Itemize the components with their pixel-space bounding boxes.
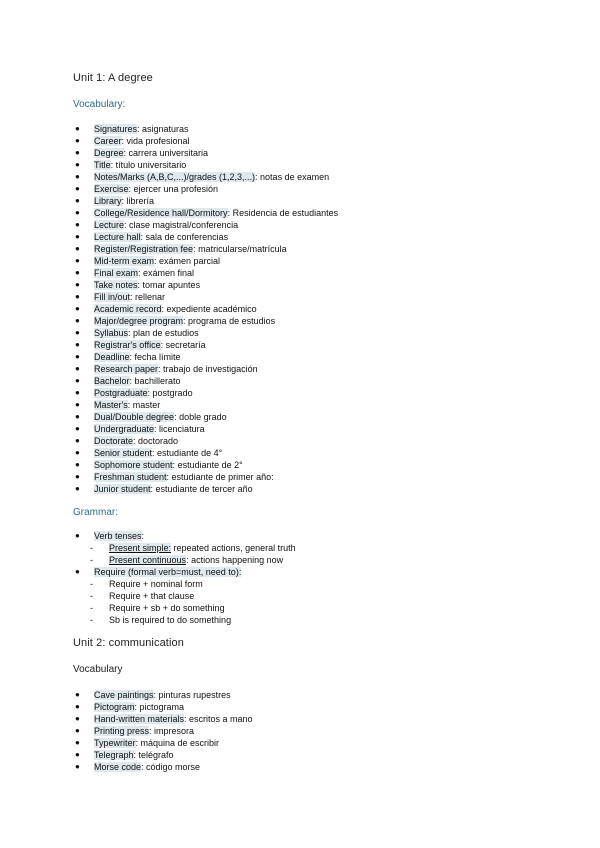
list-item <box>75 135 338 147</box>
unit1-grammar-heading: Grammar: <box>73 507 118 518</box>
list-item <box>75 315 338 327</box>
bullet-icon: ● <box>75 702 80 711</box>
list-item <box>75 339 338 351</box>
list-item <box>75 327 338 339</box>
term: Morse code <box>94 762 142 772</box>
bullet-icon: ● <box>75 436 80 445</box>
dash-icon: - <box>90 555 93 565</box>
bullet-icon: ● <box>75 484 80 493</box>
definition: : bachillerato <box>129 376 181 386</box>
list-item <box>75 363 338 375</box>
sub-list-item <box>75 602 296 614</box>
grammar-rule: Require + that clause <box>109 591 195 601</box>
unit1-vocab-list <box>75 123 338 495</box>
list-item <box>75 231 338 243</box>
bullet-icon: ● <box>75 316 80 325</box>
dash-icon: - <box>90 543 93 553</box>
definition: : impresora <box>149 726 195 736</box>
term: Cave paintings <box>94 690 154 700</box>
term: Sophomore student <box>94 460 173 470</box>
list-item <box>75 411 338 423</box>
term: Syllabus <box>94 328 129 338</box>
term: Postgraduate <box>94 388 148 398</box>
definition: : estudiante de primer año: <box>166 472 274 482</box>
term: Notes/Marks (A,B,C,...)/grades (1,2,3,...) <box>94 172 256 182</box>
definition: : carrera universitaria <box>123 148 209 158</box>
definition: : postgrado <box>147 388 193 398</box>
term: Master's <box>94 400 128 410</box>
sub-list-item <box>75 578 296 590</box>
definition: : exámen parcial <box>154 256 221 266</box>
term: Present simple: <box>109 543 172 553</box>
list-item <box>75 123 338 135</box>
term: Pictogram <box>94 702 135 712</box>
unit2-vocab-list <box>75 689 253 773</box>
bullet-icon: ● <box>75 148 80 157</box>
list-item <box>75 207 338 219</box>
term: Deadline <box>94 352 130 362</box>
unit2-vocab-heading: Vocabulary <box>73 664 123 675</box>
definition: : expediente académico <box>161 304 257 314</box>
definition: : plan de estudios <box>128 328 199 338</box>
bullet-icon: ● <box>75 184 80 193</box>
list-item <box>75 530 296 542</box>
list-item <box>75 147 338 159</box>
term: Register/Registration fee <box>94 244 194 254</box>
bullet-icon: ● <box>75 220 80 229</box>
bullet-icon: ● <box>75 172 80 181</box>
bullet-icon: ● <box>75 352 80 361</box>
definition: : estudiante de tercer año <box>150 484 253 494</box>
dash-icon: - <box>90 579 93 589</box>
list-item <box>75 471 338 483</box>
list-item <box>75 713 253 725</box>
bullet-icon: ● <box>75 531 80 540</box>
term: Require (formal verb=must, need to): <box>94 567 242 577</box>
definition: : doctorado <box>133 436 179 446</box>
definition: : notas de examen <box>255 172 330 182</box>
definition: : pinturas rupestres <box>153 690 231 700</box>
bullet-icon: ● <box>75 690 80 699</box>
bullet-icon: ● <box>75 567 80 576</box>
bullet-icon: ● <box>75 364 80 373</box>
dash-icon: - <box>90 615 93 625</box>
term: Hand-written materials <box>94 714 185 724</box>
definition: : matricularse/matrícula <box>193 244 287 254</box>
term: Registrar's office <box>94 340 161 350</box>
term: Verb tenses <box>94 531 142 541</box>
list-item <box>75 737 253 749</box>
term: Senior student <box>94 448 153 458</box>
list-item <box>75 701 253 713</box>
term: College/Residence hall/Dormitory <box>94 208 228 218</box>
bullet-icon: ● <box>75 328 80 337</box>
bullet-icon: ● <box>75 280 80 289</box>
term: Bachelor <box>94 376 130 386</box>
bullet-icon: ● <box>75 714 80 723</box>
bullet-icon: ● <box>75 448 80 457</box>
term: Career <box>94 136 122 146</box>
term: Library <box>94 196 122 206</box>
bullet-icon: ● <box>75 160 80 169</box>
bullet-icon: ● <box>75 256 80 265</box>
definition: : ejercer una profesión <box>128 184 219 194</box>
bullet-icon: ● <box>75 340 80 349</box>
dash-icon: - <box>90 591 93 601</box>
list-item <box>75 243 338 255</box>
definition: : pictograma <box>134 702 185 712</box>
list-item <box>75 749 253 761</box>
term: Lecture <box>94 220 125 230</box>
list-item <box>75 291 338 303</box>
term: Degree <box>94 148 124 158</box>
definition: : estudiante de 2° <box>172 460 243 470</box>
definition: : escritos a mano <box>184 714 253 724</box>
dash-icon: - <box>90 603 93 613</box>
bullet-icon: ● <box>75 208 80 217</box>
bullet-icon: ● <box>75 472 80 481</box>
bullet-icon: ● <box>75 412 80 421</box>
list-item <box>75 566 296 578</box>
definition: : fecha límite <box>129 352 181 362</box>
list-item <box>75 195 338 207</box>
term: Dual/Double degree <box>94 412 175 422</box>
definition: : clase magistral/conferencia <box>124 220 239 230</box>
term: Major/degree program <box>94 316 184 326</box>
list-item <box>75 375 338 387</box>
list-item <box>75 255 338 267</box>
definition: : vida profesional <box>121 136 190 146</box>
bullet-icon: ● <box>75 136 80 145</box>
definition: : título universitario <box>110 160 187 170</box>
definition: : código morse <box>141 762 201 772</box>
list-item <box>75 423 338 435</box>
list-item <box>75 761 253 773</box>
term: Title <box>94 160 111 170</box>
definition: : librería <box>121 196 155 206</box>
definition: : actions happening now <box>186 555 284 565</box>
term: Undergraduate <box>94 424 155 434</box>
term: Research paper <box>94 364 159 374</box>
unit2-title: Unit 2: communication <box>73 637 184 649</box>
bullet-icon: ● <box>75 750 80 759</box>
term: Junior student <box>94 484 151 494</box>
definition: : doble grado <box>174 412 227 422</box>
definition: : licenciatura <box>154 424 205 434</box>
unit1-vocab-heading: Vocabulary: <box>73 99 126 110</box>
list-item <box>75 689 253 701</box>
bullet-icon: ● <box>75 268 80 277</box>
term: Academic record <box>94 304 162 314</box>
term: Freshman student <box>94 472 167 482</box>
definition: : sala de conferencias <box>140 232 229 242</box>
term: Doctorate <box>94 436 134 446</box>
list-item <box>75 483 338 495</box>
bullet-icon: ● <box>75 400 80 409</box>
term: Signatures <box>94 124 138 134</box>
bullet-icon: ● <box>75 124 80 133</box>
definition: repeated actions, general truth <box>171 543 296 553</box>
sub-list-item <box>75 554 296 566</box>
grammar-rule: Require + nominal form <box>109 579 203 589</box>
list-item <box>75 303 338 315</box>
list-item <box>75 159 338 171</box>
term: Printing press <box>94 726 150 736</box>
term: Typewriter <box>94 738 136 748</box>
definition: : telégrafo <box>133 750 174 760</box>
list-item <box>75 459 338 471</box>
term: Final exam <box>94 268 139 278</box>
list-item <box>75 183 338 195</box>
definition: : asignaturas <box>137 124 189 134</box>
definition: : estudiante de 4° <box>152 448 223 458</box>
term: Lecture hall <box>94 232 141 242</box>
definition: : rellenar <box>130 292 166 302</box>
bullet-icon: ● <box>75 376 80 385</box>
definition: : tomar apuntes <box>137 280 201 290</box>
list-item <box>75 279 338 291</box>
term: Telegraph <box>94 750 134 760</box>
definition: : programa de estudios <box>183 316 276 326</box>
bullet-icon: ● <box>75 292 80 301</box>
term-colon: : <box>141 531 145 541</box>
unit1-title: Unit 1: A degree <box>73 72 153 84</box>
definition: : Residencia de estudiantes <box>227 208 339 218</box>
bullet-icon: ● <box>75 460 80 469</box>
term: Present continuous <box>109 555 187 565</box>
definition: : trabajo de investigación <box>158 364 258 374</box>
list-item <box>75 351 338 363</box>
list-item <box>75 447 338 459</box>
bullet-icon: ● <box>75 232 80 241</box>
grammar-list <box>75 530 296 626</box>
bullet-icon: ● <box>75 726 80 735</box>
bullet-icon: ● <box>75 424 80 433</box>
definition: : secretaría <box>160 340 206 350</box>
bullet-icon: ● <box>75 304 80 313</box>
bullet-icon: ● <box>75 244 80 253</box>
term: Fill in/out <box>94 292 131 302</box>
term: Exercise <box>94 184 129 194</box>
bullet-icon: ● <box>75 196 80 205</box>
list-item <box>75 387 338 399</box>
term: Take notes <box>94 280 138 290</box>
bullet-icon: ● <box>75 388 80 397</box>
list-item <box>75 267 338 279</box>
sub-list-item <box>75 590 296 602</box>
sub-list-item <box>75 614 296 626</box>
definition: : master <box>127 400 161 410</box>
bullet-icon: ● <box>75 762 80 771</box>
term: Mid-term exam <box>94 256 155 266</box>
list-item <box>75 725 253 737</box>
grammar-rule: Sb is required to do something <box>109 615 232 625</box>
list-item <box>75 435 338 447</box>
list-item <box>75 171 338 183</box>
grammar-rule: Require + sb + do something <box>109 603 225 613</box>
definition: : exámen final <box>138 268 195 278</box>
list-item <box>75 219 338 231</box>
list-item <box>75 399 338 411</box>
bullet-icon: ● <box>75 738 80 747</box>
sub-list-item <box>75 542 296 554</box>
definition: : máquina de escribir <box>135 738 220 748</box>
